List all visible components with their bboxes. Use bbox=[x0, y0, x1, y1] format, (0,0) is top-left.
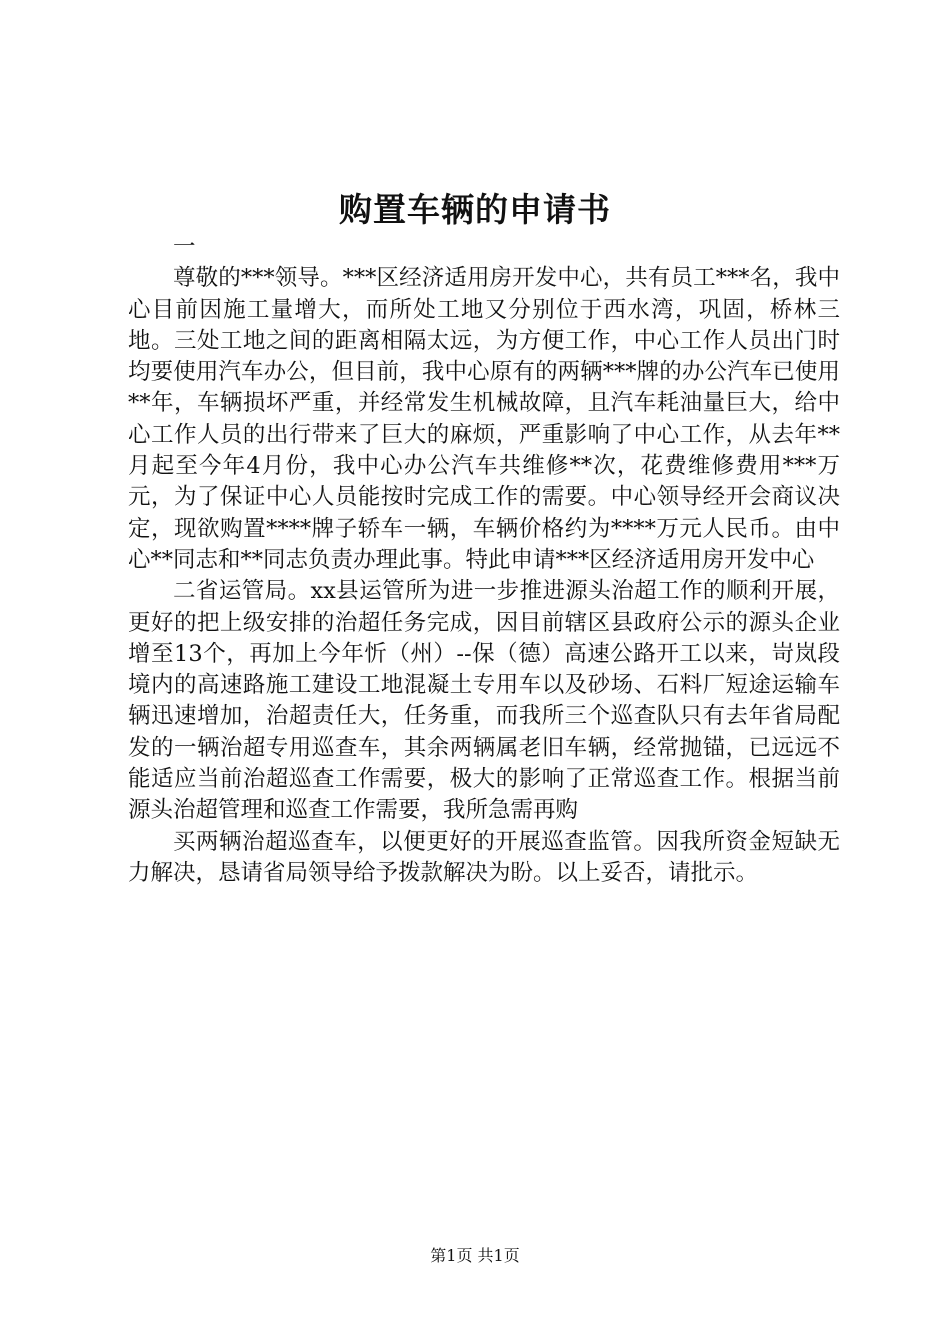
section-marker: 一 bbox=[173, 234, 196, 260]
page-footer: 第1页 共1页 bbox=[430, 1246, 520, 1265]
body-paragraph: 尊敬的***领导。***区经济适用房开发中心，共有员工***名，我中心目前因施工量增大，而所处工地又分别位于西水湾，巩固，桥林三地。三处工地之间的距离相隔太远，为方便工作，中心工作人员出门时均要使用汽车办公，但目前，我中心原有的两辆***牌的办公汽车已使用**年，车辆损坏严重，并经常发生机械故障，且汽车耗油量巨大，给中心工作人员的出行带来了巨大的麻烦，严重影响了中心工作，从去年**月起至今年4月份，我中心办公汽车共维修**次，花费维修费用***万元，为了保证中心人员能按时完成工作的需要。中心领导经开会商议决定，现欲购置****牌子轿车一辆，车辆价格约为****万元人民币。由中心**同志和**同志负责办理此事。特此申请***区经济适用房开发中心 bbox=[128, 265, 840, 573]
body-paragraph: 二省运管局。xx县运管所为进一步推进源头治超工作的顺利开展，更好的把上级安排的治超任务完成，因目前辖区县政府公示的源头企业增至13个，再加上今年忻（州）--保（德）高速公路开工以来，岢岚段境内的高速路施工建设工地混凝土专用车以及砂场、石料厂短途运输车辆迅速增加，治超责任大，任务重，而我所三个巡查队只有去年省局配发的一辆治超专用巡查车，其余两辆属老旧车辆，经常抛锚，已远远不能适应当前治超巡查工作需要，极大的影响了正常巡查工作。根据当前源头治超管理和巡查工作需要，我所急需再购 bbox=[128, 578, 840, 824]
body-paragraph: 买两辆治超巡查车，以便更好的开展巡查监管。因我所资金短缺无力解决，恳请省局领导给予拨款解决为盼。以上妥否，请批示。 bbox=[128, 828, 840, 886]
document-title: 购置车辆的申请书 bbox=[339, 190, 611, 229]
document-body bbox=[128, 232, 840, 889]
